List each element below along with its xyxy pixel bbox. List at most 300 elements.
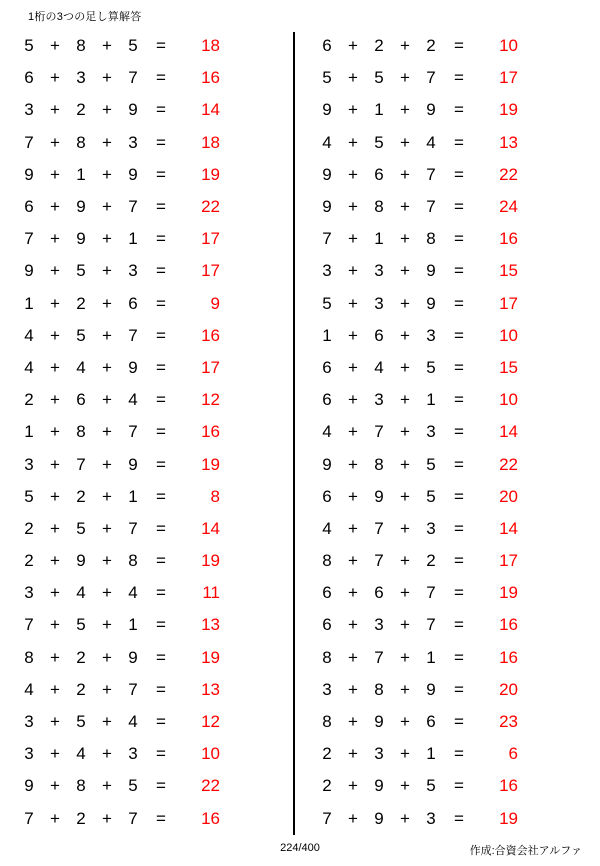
plus-icon: +	[102, 712, 112, 732]
equals-icon: =	[454, 357, 464, 377]
operand-2: 4	[76, 583, 86, 603]
problem-row	[16, 738, 288, 770]
plus-icon: +	[50, 325, 60, 345]
plus-icon: +	[348, 744, 358, 764]
operand-3: 9	[128, 357, 138, 377]
operand-2: 1	[76, 164, 86, 184]
operand-1: 4	[24, 357, 34, 377]
plus-icon: +	[102, 551, 112, 571]
answer-value: 22	[499, 164, 518, 184]
plus-icon: +	[348, 68, 358, 88]
equals-icon: =	[454, 647, 464, 667]
operand-3: 7	[128, 325, 138, 345]
plus-icon: +	[400, 551, 410, 571]
operand-1: 1	[322, 325, 332, 345]
operand-2: 2	[76, 808, 86, 828]
operand-2: 8	[76, 132, 86, 152]
equals-icon: =	[156, 679, 166, 699]
plus-icon: +	[50, 293, 60, 313]
operand-3: 9	[426, 100, 436, 120]
equals-icon: =	[454, 325, 464, 345]
answer-value: 13	[201, 679, 220, 699]
operand-1: 6	[24, 197, 34, 217]
answer-value: 16	[499, 776, 518, 796]
operand-1: 9	[322, 197, 332, 217]
plus-icon: +	[50, 808, 60, 828]
operand-1: 3	[24, 454, 34, 474]
operand-3: 7	[426, 197, 436, 217]
operand-1: 9	[24, 261, 34, 281]
plus-icon: +	[400, 518, 410, 538]
operand-3: 9	[128, 647, 138, 667]
operand-1: 3	[24, 100, 34, 120]
plus-icon: +	[400, 808, 410, 828]
operand-1: 2	[24, 551, 34, 571]
operand-2: 5	[76, 518, 86, 538]
answer-value: 15	[499, 357, 518, 377]
equals-icon: =	[454, 583, 464, 603]
operand-3: 2	[426, 551, 436, 571]
plus-icon: +	[400, 679, 410, 699]
operand-2: 5	[374, 132, 384, 152]
problem-row	[314, 674, 586, 706]
answer-value: 10	[499, 36, 518, 56]
answer-value: 13	[499, 132, 518, 152]
operand-1: 3	[24, 744, 34, 764]
plus-icon: +	[348, 164, 358, 184]
equals-icon: =	[454, 293, 464, 313]
equals-icon: =	[156, 36, 166, 56]
operand-3: 5	[426, 776, 436, 796]
equals-icon: =	[454, 100, 464, 120]
answer-value: 6	[508, 744, 518, 764]
operand-1: 8	[322, 647, 332, 667]
page-number: 224/400	[280, 842, 320, 854]
answer-value: 14	[201, 100, 220, 120]
plus-icon: +	[50, 36, 60, 56]
operand-1: 8	[24, 647, 34, 667]
answer-value: 22	[201, 197, 220, 217]
answer-value: 16	[201, 68, 220, 88]
equals-icon: =	[156, 229, 166, 249]
problem-row	[16, 803, 288, 835]
answer-value: 14	[499, 518, 518, 538]
operand-2: 5	[76, 615, 86, 635]
equals-icon: =	[156, 615, 166, 635]
problem-row	[16, 577, 288, 609]
operand-1: 7	[24, 615, 34, 635]
plus-icon: +	[348, 261, 358, 281]
plus-icon: +	[50, 454, 60, 474]
operand-3: 3	[426, 325, 436, 345]
operand-2: 5	[76, 261, 86, 281]
operand-2: 6	[374, 583, 384, 603]
problem-row	[314, 545, 586, 577]
plus-icon: +	[348, 808, 358, 828]
plus-icon: +	[102, 518, 112, 538]
plus-icon: +	[50, 486, 60, 506]
operand-2: 3	[374, 261, 384, 281]
equals-icon: =	[156, 583, 166, 603]
plus-icon: +	[400, 454, 410, 474]
operand-2: 4	[76, 744, 86, 764]
operand-2: 7	[76, 454, 86, 474]
problem-row	[314, 384, 586, 416]
operand-1: 6	[322, 615, 332, 635]
equals-icon: =	[156, 390, 166, 410]
operand-2: 9	[76, 229, 86, 249]
operand-1: 6	[24, 68, 34, 88]
operand-2: 2	[76, 679, 86, 699]
equals-icon: =	[454, 422, 464, 442]
operand-3: 9	[426, 679, 436, 699]
plus-icon: +	[50, 551, 60, 571]
problem-row	[314, 94, 586, 126]
operand-1: 3	[24, 712, 34, 732]
problem-row	[16, 384, 288, 416]
operand-2: 6	[76, 390, 86, 410]
problem-row	[314, 738, 586, 770]
answer-value: 16	[201, 808, 220, 828]
answer-value: 8	[210, 486, 220, 506]
equals-icon: =	[156, 293, 166, 313]
answer-value: 19	[499, 583, 518, 603]
operand-1: 9	[322, 100, 332, 120]
answer-value: 17	[201, 261, 220, 281]
plus-icon: +	[348, 486, 358, 506]
operand-2: 7	[374, 518, 384, 538]
problem-row	[16, 352, 288, 384]
equals-icon: =	[454, 390, 464, 410]
operand-3: 4	[128, 583, 138, 603]
plus-icon: +	[102, 454, 112, 474]
operand-3: 3	[128, 132, 138, 152]
plus-icon: +	[348, 454, 358, 474]
answer-value: 10	[201, 744, 220, 764]
equals-icon: =	[454, 261, 464, 281]
answer-value: 10	[499, 325, 518, 345]
plus-icon: +	[400, 647, 410, 667]
operand-2: 9	[76, 197, 86, 217]
operand-1: 9	[24, 164, 34, 184]
operand-3: 7	[426, 583, 436, 603]
operand-1: 5	[24, 36, 34, 56]
operand-2: 8	[374, 454, 384, 474]
plus-icon: +	[102, 808, 112, 828]
answer-value: 24	[499, 197, 518, 217]
answer-value: 17	[201, 229, 220, 249]
operand-1: 5	[24, 486, 34, 506]
operand-1: 5	[322, 293, 332, 313]
plus-icon: +	[50, 100, 60, 120]
problem-row	[314, 223, 586, 255]
operand-3: 6	[426, 712, 436, 732]
operand-1: 2	[322, 776, 332, 796]
operand-3: 1	[128, 486, 138, 506]
problem-columns	[14, 30, 586, 835]
plus-icon: +	[348, 518, 358, 538]
problem-row	[314, 127, 586, 159]
plus-icon: +	[348, 712, 358, 732]
plus-icon: +	[400, 229, 410, 249]
answer-value: 14	[201, 518, 220, 538]
problem-row	[16, 94, 288, 126]
operand-3: 9	[128, 454, 138, 474]
plus-icon: +	[400, 422, 410, 442]
plus-icon: +	[50, 776, 60, 796]
problem-row	[16, 642, 288, 674]
answer-value: 19	[201, 551, 220, 571]
operand-3: 5	[426, 454, 436, 474]
plus-icon: +	[348, 293, 358, 313]
equals-icon: =	[156, 132, 166, 152]
problem-row	[314, 803, 586, 835]
problem-row	[314, 513, 586, 545]
operand-1: 2	[24, 390, 34, 410]
problem-row	[16, 513, 288, 545]
plus-icon: +	[102, 486, 112, 506]
answer-value: 16	[201, 422, 220, 442]
operand-1: 7	[24, 229, 34, 249]
problem-row	[16, 223, 288, 255]
equals-icon: =	[454, 164, 464, 184]
answer-value: 22	[201, 776, 220, 796]
operand-2: 9	[374, 808, 384, 828]
operand-3: 9	[128, 164, 138, 184]
plus-icon: +	[348, 776, 358, 796]
problem-row	[314, 609, 586, 641]
plus-icon: +	[50, 357, 60, 377]
operand-3: 1	[128, 229, 138, 249]
problem-row	[16, 62, 288, 94]
problem-row	[314, 191, 586, 223]
answer-value: 23	[499, 712, 518, 732]
operand-3: 9	[426, 293, 436, 313]
equals-icon: =	[156, 422, 166, 442]
operand-3: 7	[426, 164, 436, 184]
plus-icon: +	[50, 390, 60, 410]
problem-row	[314, 577, 586, 609]
answer-value: 10	[499, 390, 518, 410]
operand-2: 9	[374, 486, 384, 506]
problem-row	[16, 706, 288, 738]
operand-3: 7	[128, 808, 138, 828]
plus-icon: +	[400, 583, 410, 603]
operand-1: 8	[322, 551, 332, 571]
operand-1: 3	[322, 679, 332, 699]
operand-1: 1	[24, 422, 34, 442]
problem-column-left	[14, 30, 288, 835]
operand-1: 6	[322, 583, 332, 603]
operand-1: 4	[24, 325, 34, 345]
problem-row	[314, 30, 586, 62]
operand-2: 3	[374, 390, 384, 410]
plus-icon: +	[102, 36, 112, 56]
plus-icon: +	[50, 583, 60, 603]
plus-icon: +	[348, 100, 358, 120]
problem-column-right	[300, 30, 586, 835]
answer-value: 19	[201, 647, 220, 667]
operand-2: 8	[76, 422, 86, 442]
operand-3: 7	[128, 197, 138, 217]
plus-icon: +	[102, 229, 112, 249]
plus-icon: +	[102, 390, 112, 410]
operand-2: 8	[374, 679, 384, 699]
operand-2: 1	[374, 100, 384, 120]
problem-row	[314, 706, 586, 738]
operand-3: 8	[426, 229, 436, 249]
operand-2: 3	[374, 615, 384, 635]
plus-icon: +	[348, 583, 358, 603]
equals-icon: =	[156, 164, 166, 184]
answer-value: 12	[201, 390, 220, 410]
operand-1: 6	[322, 36, 332, 56]
operand-1: 9	[322, 164, 332, 184]
plus-icon: +	[400, 68, 410, 88]
credit-text: 作成:合資会社アルファ	[469, 845, 582, 857]
operand-3: 5	[128, 36, 138, 56]
operand-3: 4	[128, 712, 138, 732]
operand-2: 1	[374, 229, 384, 249]
plus-icon: +	[50, 647, 60, 667]
plus-icon: +	[348, 679, 358, 699]
problem-row	[16, 545, 288, 577]
plus-icon: +	[50, 132, 60, 152]
operand-3: 7	[128, 518, 138, 538]
operand-2: 9	[374, 776, 384, 796]
operand-1: 8	[322, 712, 332, 732]
operand-2: 2	[76, 100, 86, 120]
plus-icon: +	[102, 357, 112, 377]
problem-row	[314, 642, 586, 674]
operand-2: 7	[374, 422, 384, 442]
operand-2: 3	[374, 293, 384, 313]
plus-icon: +	[102, 647, 112, 667]
equals-icon: =	[156, 261, 166, 281]
operand-2: 3	[76, 68, 86, 88]
equals-icon: =	[156, 518, 166, 538]
operand-3: 3	[426, 518, 436, 538]
plus-icon: +	[102, 261, 112, 281]
plus-icon: +	[400, 36, 410, 56]
plus-icon: +	[348, 615, 358, 635]
problem-row	[314, 770, 586, 802]
answer-value: 18	[201, 132, 220, 152]
answer-value: 13	[201, 615, 220, 635]
equals-icon: =	[454, 615, 464, 635]
operand-1: 2	[322, 744, 332, 764]
operand-2: 2	[374, 36, 384, 56]
answer-value: 17	[499, 293, 518, 313]
plus-icon: +	[348, 132, 358, 152]
operand-1: 4	[322, 518, 332, 538]
answer-value: 17	[499, 551, 518, 571]
operand-3: 5	[426, 486, 436, 506]
answer-value: 16	[499, 647, 518, 667]
operand-2: 2	[76, 486, 86, 506]
operand-1: 5	[322, 68, 332, 88]
operand-1: 7	[24, 808, 34, 828]
answer-value: 15	[499, 261, 518, 281]
plus-icon: +	[50, 679, 60, 699]
problem-row	[314, 159, 586, 191]
answer-value: 9	[210, 293, 220, 313]
operand-2: 4	[374, 357, 384, 377]
problem-row	[16, 674, 288, 706]
equals-icon: =	[156, 776, 166, 796]
plus-icon: +	[50, 261, 60, 281]
operand-3: 6	[128, 293, 138, 313]
operand-1: 4	[322, 132, 332, 152]
equals-icon: =	[454, 518, 464, 538]
problem-row	[314, 255, 586, 287]
problem-row	[16, 191, 288, 223]
plus-icon: +	[102, 583, 112, 603]
operand-3: 4	[426, 132, 436, 152]
plus-icon: +	[400, 744, 410, 764]
plus-icon: +	[102, 164, 112, 184]
equals-icon: =	[454, 712, 464, 732]
operand-1: 6	[322, 357, 332, 377]
operand-1: 1	[24, 293, 34, 313]
problem-row	[16, 30, 288, 62]
page-footer	[0, 842, 600, 858]
plus-icon: +	[102, 293, 112, 313]
operand-3: 3	[426, 808, 436, 828]
column-divider	[293, 32, 295, 835]
plus-icon: +	[400, 325, 410, 345]
equals-icon: =	[454, 808, 464, 828]
answer-value: 19	[201, 164, 220, 184]
answer-value: 16	[499, 615, 518, 635]
operand-3: 7	[426, 615, 436, 635]
equals-icon: =	[454, 132, 464, 152]
answer-value: 14	[499, 422, 518, 442]
plus-icon: +	[400, 776, 410, 796]
plus-icon: +	[102, 68, 112, 88]
operand-1: 7	[24, 132, 34, 152]
equals-icon: =	[156, 712, 166, 732]
plus-icon: +	[50, 615, 60, 635]
plus-icon: +	[50, 422, 60, 442]
operand-3: 3	[128, 744, 138, 764]
operand-2: 5	[374, 68, 384, 88]
equals-icon: =	[156, 486, 166, 506]
plus-icon: +	[400, 164, 410, 184]
answer-value: 17	[201, 357, 220, 377]
operand-2: 8	[76, 36, 86, 56]
plus-icon: +	[348, 551, 358, 571]
plus-icon: +	[102, 744, 112, 764]
problem-row	[314, 448, 586, 480]
operand-2: 7	[374, 647, 384, 667]
equals-icon: =	[156, 808, 166, 828]
operand-1: 7	[322, 808, 332, 828]
answer-value: 18	[201, 36, 220, 56]
plus-icon: +	[400, 100, 410, 120]
operand-3: 3	[426, 422, 436, 442]
answer-value: 17	[499, 68, 518, 88]
plus-icon: +	[348, 357, 358, 377]
equals-icon: =	[454, 68, 464, 88]
equals-icon: =	[454, 229, 464, 249]
problem-row	[314, 416, 586, 448]
operand-1: 6	[322, 486, 332, 506]
plus-icon: +	[400, 615, 410, 635]
equals-icon: =	[156, 325, 166, 345]
operand-2: 4	[76, 357, 86, 377]
operand-3: 9	[128, 100, 138, 120]
